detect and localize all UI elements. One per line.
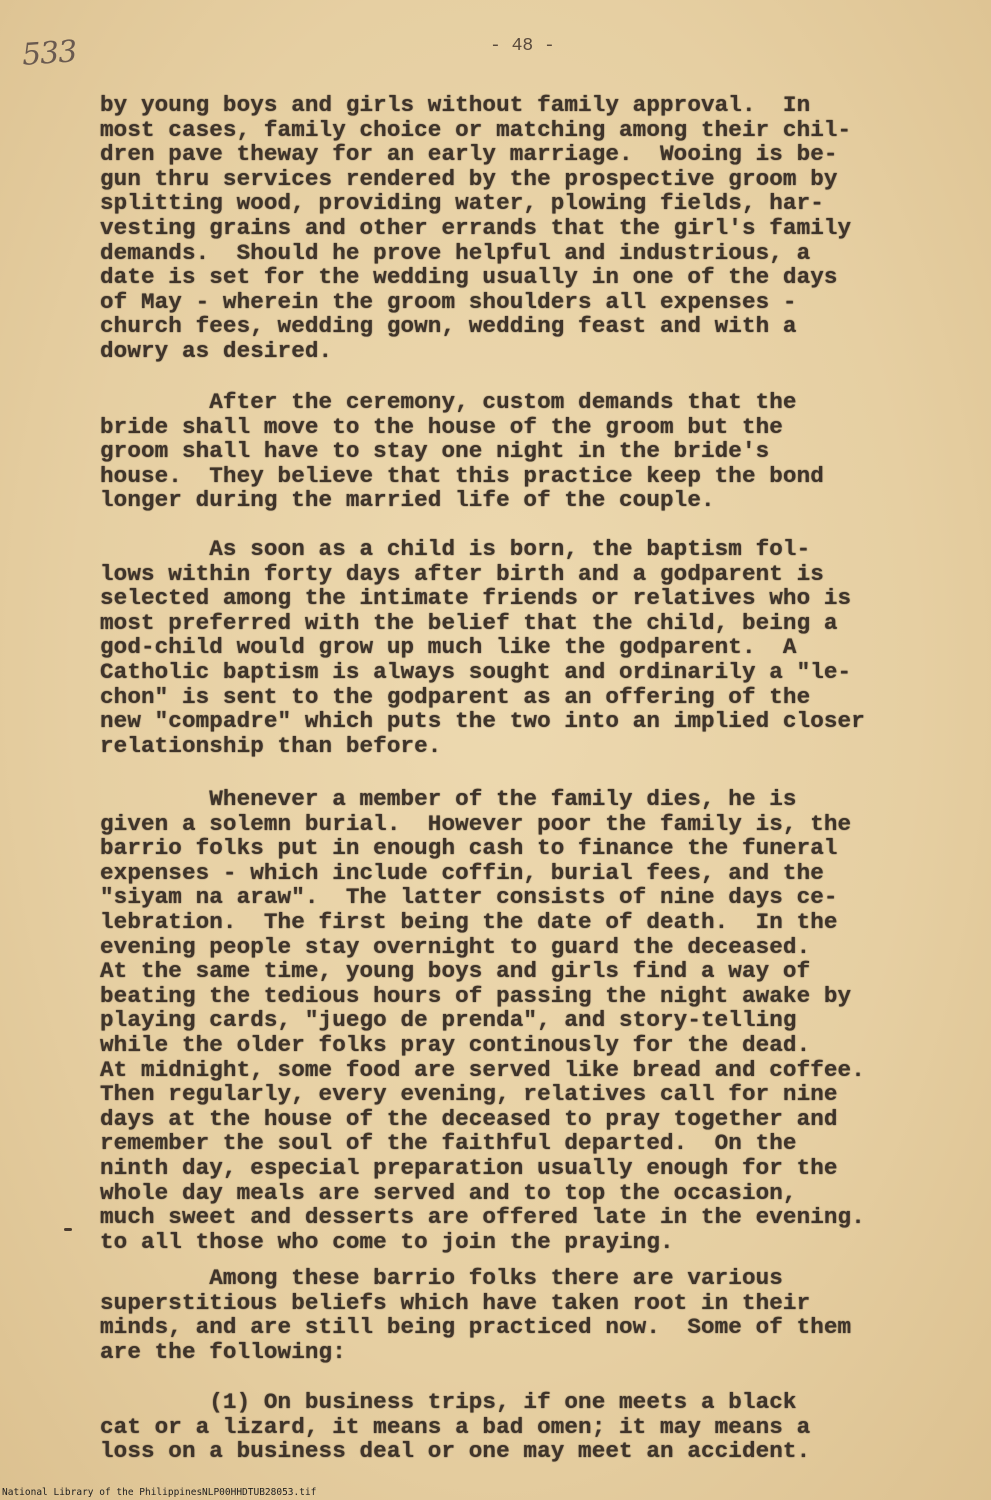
footer-file-name: NLP00HHDTUB28053.tif <box>202 1487 317 1498</box>
text-line: gun thru services rendered by the prospective groom by <box>100 165 838 192</box>
text-line: Among these barrio folks there are various <box>100 1265 783 1291</box>
margin-ink-mark <box>64 1228 72 1231</box>
text-line: longer during the married life of the couple. <box>100 487 715 514</box>
text-line: ninth day, especial preparation usually enough for the <box>100 1154 838 1181</box>
text-line: house. They believe that this practice keep the bond <box>100 462 824 489</box>
text-line: remember the soul of the faithful departed. On the <box>100 1130 797 1157</box>
text-line: Whenever a member of the family dies, he is <box>100 786 797 812</box>
text-line: evening people stay overnight to guard the deceased. <box>100 933 811 960</box>
text-line: expenses - which include coffin, burial fees, and the <box>100 859 824 886</box>
text-line: date is set for the wedding usually in one of the days <box>100 264 838 291</box>
text-line: most preferred with the belief that the child, being a <box>100 609 838 636</box>
paragraph-after-ceremony <box>100 390 920 513</box>
text-line: cat or a lizard, it means a bad omen; it may means a <box>100 1413 811 1440</box>
typed-page-number: - 48 - <box>490 36 555 56</box>
text-line: god-child would grow up much like the godparent. A <box>100 634 797 661</box>
text-line: given a solemn burial. However poor the family is, the <box>100 810 852 837</box>
paragraph-burial <box>100 787 920 1254</box>
text-line: After the ceremony, custom demands that the <box>100 389 797 415</box>
text-line: while the older folks pray continously for the dead. <box>100 1031 811 1058</box>
text-line: of May - wherein the groom shoulders all expenses - <box>100 288 797 315</box>
text-line: lebration. The first being the date of death. In the <box>100 908 838 935</box>
paragraph-superstitions <box>100 1266 920 1364</box>
paragraph-baptism <box>100 537 920 758</box>
footer-library-name: National Library of the Philippines <box>2 1487 203 1498</box>
text-line: dren pave theway for an early marriage. Wooing is be- <box>100 141 838 168</box>
text-line: playing cards, "juego de prenda", and story-telling <box>100 1007 797 1034</box>
text-line: At midnight, some food are served like bread and coffee. <box>100 1056 865 1083</box>
text-line: much sweet and desserts are offered late in the evening. <box>100 1204 865 1231</box>
text-line: lows within forty days after birth and a godparent is <box>100 560 824 587</box>
handwritten-page-number: 533 <box>20 34 78 73</box>
text-line: days at the house of the deceased to pray together and <box>100 1105 838 1132</box>
text-line: chon" is sent to the godparent as an offering of the <box>100 683 811 710</box>
text-line: are the following: <box>100 1338 346 1365</box>
text-line: superstitious beliefs which have taken root in their <box>100 1289 811 1316</box>
text-line: new "compadre" which puts the two into an implied closer <box>100 708 865 735</box>
text-line: "siyam na araw". The latter consists of nine days ce- <box>100 884 838 911</box>
paragraph-belief-1 <box>100 1390 920 1464</box>
text-line: beating the tedious hours of passing the night awake by <box>100 982 852 1009</box>
text-line: barrio folks put in enough cash to finance the funeral <box>100 835 838 862</box>
text-line: whole day meals are served and to top the occasion, <box>100 1179 797 1206</box>
text-line: vesting grains and other errands that the girl's family <box>100 214 852 241</box>
text-line: loss on a business deal or one may meet an accident. <box>100 1438 811 1465</box>
text-line: splitting wood, providing water, plowing fields, har- <box>100 190 824 217</box>
text-line: At the same time, young boys and girls find a way of <box>100 958 811 985</box>
text-line: dowry as desired. <box>100 337 333 364</box>
text-line: minds, and are still being practiced now. Some of them <box>100 1314 852 1341</box>
text-line: selected among the intimate friends or relatives who is <box>100 585 852 612</box>
text-line: relationship than before. <box>100 732 442 759</box>
text-line: groom shall have to stay one night in the bride's <box>100 438 770 465</box>
text-line: to all those who come to join the praying. <box>100 1228 674 1255</box>
paragraph-courtship <box>100 93 920 364</box>
text-line: Then regularly, every evening, relatives call for nine <box>100 1081 838 1108</box>
text-line: bride shall move to the house of the groom but the <box>100 413 783 440</box>
text-line: Catholic baptism is always sought and ordinarily a "le- <box>100 658 852 685</box>
text-line: As soon as a child is born, the baptism fol- <box>100 536 811 562</box>
text-line: demands. Should he prove helpful and industrious, a <box>100 239 811 266</box>
text-line: (1) On business trips, if one meets a black <box>100 1389 797 1415</box>
text-line: by young boys and girls without family approval. In <box>100 92 811 118</box>
text-line: most cases, family choice or matching among their chil- <box>100 116 852 143</box>
text-line: church fees, wedding gown, wedding feast and with a <box>100 313 797 340</box>
